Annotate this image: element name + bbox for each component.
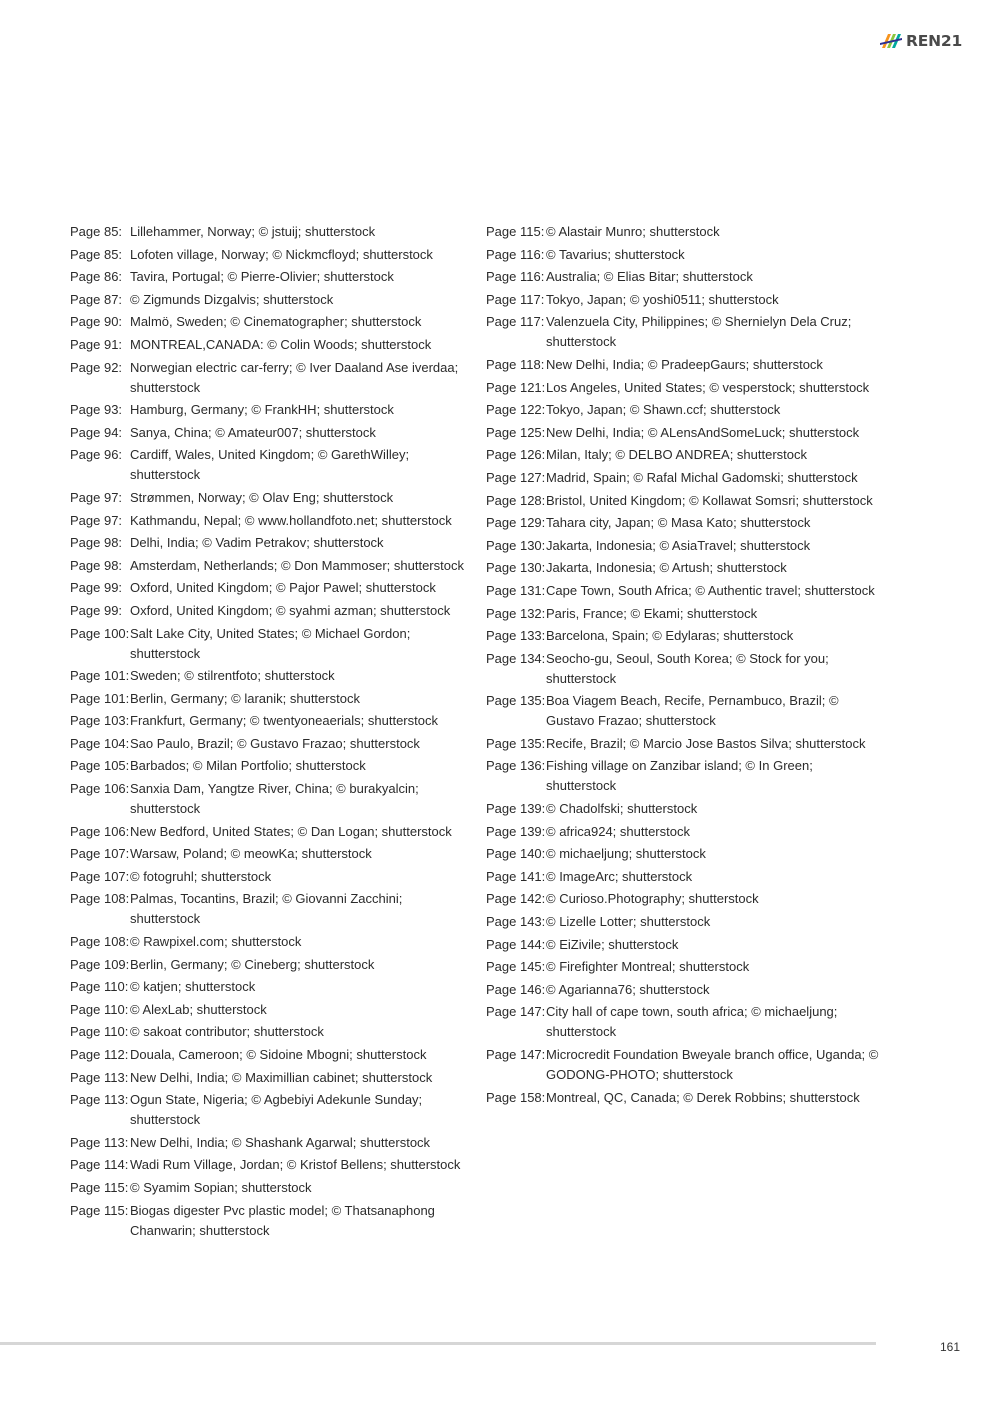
credit-page-label: Page 121: [486,379,546,395]
credit-entry [70,267,470,287]
credit-entry [70,1000,470,1020]
credit-text: Douala, Cameroon; © Sidoine Mbogni; shutterstock [130,1047,427,1062]
credit-page-label: Page 87: [70,291,123,307]
credit-page-label: Page 114: [70,1157,129,1173]
credit-entry [486,513,886,533]
credit-entry [486,558,886,578]
credit-text: Oxford, United Kingdom; © Pajor Pawel; shutterstock [130,580,436,596]
credit-text: Delhi, India; © Vadim Petrakov; shutterstock [130,535,384,551]
credit-page-label: Page 101: [70,690,130,706]
credit-page-label: Page 158: [486,1089,546,1105]
credit-entry [486,445,886,465]
credit-entry [70,779,470,819]
credit-page-label: Page 141: [486,868,546,884]
credit-text: Salt Lake City, United States; © Michael Gordon; shutterstock [130,625,411,661]
ren21-logo [880,31,962,51]
credit-text: Cape Town, South Africa; © Authentic travel; shutterstock [546,582,875,598]
credit-page-label: Page 113: [70,1069,129,1085]
credit-text: © Agarianna76; shutterstock [546,981,710,997]
credit-text: © Chadolfski; shutterstock [546,801,698,817]
credit-entry [486,691,886,731]
credit-entry [70,624,470,664]
credit-page-label: Page 110: [70,1001,129,1017]
credit-page-label: Page 90: [70,314,123,330]
credit-text: Australia; © Elias Bitar; shutterstock [546,269,753,285]
credit-entry [486,935,886,955]
credit-text: New Delhi, India; © Maximillian cabinet; shutterstock [130,1069,433,1085]
credit-page-label: Page 144: [486,936,546,952]
credit-page-label: Page 85: [70,246,123,262]
credit-page-label: Page 147: [486,1004,546,1020]
credit-text: Madrid, Spain; © Rafal Michal Gadomski; shutterstock [546,469,858,485]
credit-text: Ogun State, Nigeria; © Agbebiyi Adekunle Sunday; shutterstock [130,1092,423,1128]
credit-entry [70,1022,470,1042]
credit-text: Jakarta, Indonesia; © AsiaTravel; shutterstock [546,537,811,553]
credit-page-label: Page 113: [70,1134,129,1150]
credit-page-label: Page 86: [70,269,123,285]
credit-page-label: Page 142: [486,891,546,907]
footer-rule [0,1342,876,1345]
credit-text: Warsaw, Poland; © meowKa; shutterstock [130,846,372,862]
credit-entry [486,468,886,488]
credit-text: © Alastair Munro; shutterstock [546,224,720,239]
credit-text: Lofoten village, Norway; © Nickmcfloyd; shutterstock [130,246,433,262]
credit-entry [70,822,470,842]
credit-page-label: Page 101: [70,668,130,684]
credit-entry [486,912,886,932]
credit-entry [486,312,886,352]
credit-page-label: Page 147: [486,1047,546,1062]
credit-page-label: Page 122: [486,402,546,418]
credit-text: Wadi Rum Village, Jordan; © Kristof Bellens; shutterstock [130,1157,461,1173]
credit-text: Norwegian electric car-ferry; © Iver Daaland Ase iverdaa; shutterstock [130,359,459,395]
page-number: 161 [940,1340,961,1354]
credit-text: Valenzuela City, Philippines; © Shernielyn Dela Cruz; shutterstock [546,314,852,350]
credit-entry [486,536,886,556]
credit-entry [70,1133,470,1153]
credit-entry [70,844,470,864]
credit-page-label: Page 115: [486,224,545,239]
credit-text: Paris, France; © Ekami; shutterstock [546,605,758,621]
credit-page-label: Page 135: [486,693,546,709]
credit-entry [70,1045,470,1065]
credit-page-label: Page 145: [486,959,546,975]
credit-page-label: Page 126: [486,447,546,463]
credit-entry [70,578,470,598]
credit-entry [70,867,470,887]
credit-entry [70,932,470,952]
credit-text: Los Angeles, United States; © vesperstock; shutterstock [546,379,870,395]
credit-page-label: Page 139: [486,823,546,839]
credit-text: City hall of cape town, south africa; © michaeljung; shutterstock [546,1004,838,1040]
credit-page-label: Page 132: [486,605,546,621]
credit-page-label: Page 143: [486,914,546,930]
credit-entry [486,423,886,443]
credit-page-label: Page 129: [486,515,546,531]
credit-text: © katjen; shutterstock [130,979,256,995]
credit-text: Hamburg, Germany; © FrankHH; shutterstock [130,402,394,418]
credit-text: Montreal, QC, Canada; © Derek Robbins; shutterstock [546,1089,860,1105]
credit-page-label: Page 133: [486,628,546,644]
credit-page-label: Page 104: [70,735,130,751]
credit-entry [486,1002,886,1042]
credit-text: © michaeljung; shutterstock [546,846,706,862]
credit-page-label: Page 115: [70,1179,129,1195]
credit-entry [486,378,886,398]
credit-entry [70,533,470,553]
credit-text: © Zigmunds Dizgalvis; shutterstock [130,291,334,307]
credit-entry [70,756,470,776]
credit-entry [486,822,886,842]
credit-text: Barbados; © Milan Portfolio; shutterstock [130,758,366,774]
credit-page-label: Page 85: [70,224,123,239]
credit-text: Barcelona, Spain; © Edylaras; shutterstock [546,628,794,644]
credit-entry [70,1201,470,1241]
credit-entry [486,799,886,819]
credit-page-label: Page 131: [486,582,546,598]
credit-entry [70,290,470,310]
credit-entry [486,491,886,511]
credit-text: MONTREAL,CANADA: © Colin Woods; shutterstock [130,336,432,352]
credit-text: Berlin, Germany; © laranik; shutterstock [130,690,360,706]
credit-entry [486,581,886,601]
credit-entry [70,1178,470,1198]
credit-page-label: Page 125: [486,424,546,440]
credit-text: © Curioso.Photography; shutterstock [546,891,759,907]
credit-entry [486,980,886,1000]
credit-page-label: Page 106: [70,823,130,839]
credit-text: Malmö, Sweden; © Cinematographer; shutterstock [130,314,422,330]
credit-page-label: Page 135: [486,735,546,751]
credit-entry [70,889,470,929]
credit-page-label: Page 109: [70,956,130,972]
credit-text: Microcredit Foundation Bweyale branch office, Uganda; © GODONG-PHOTO; shutterstock [546,1047,879,1082]
credit-entry [486,889,886,909]
credit-entry [70,445,470,485]
credit-entry [70,1068,470,1088]
credit-entry [70,488,470,508]
credit-entry [486,734,886,754]
credit-page-label: Page 94: [70,424,123,440]
credit-entry [70,601,470,621]
credit-text: Tokyo, Japan; © yoshi0511; shutterstock [546,291,779,307]
credit-text: Milan, Italy; © DELBO ANDREA; shutterstock [546,447,807,463]
credit-entry [70,1090,470,1130]
credit-entry [70,556,470,576]
credit-page-label: Page 117: [486,291,545,307]
credits-left-column [70,222,470,1243]
credit-text: Boa Viagem Beach, Recife, Pernambuco, Brazil; © Gustavo Frazao; shutterstock [546,693,839,729]
credit-text: Recife, Brazil; © Marcio Jose Bastos Silva; shutterstock [546,735,866,751]
credit-page-label: Page 127: [486,469,546,485]
credit-text: Frankfurt, Germany; © twentyoneaerials; shutterstock [130,713,438,729]
credit-text: New Delhi, India; © PradeepGaurs; shutterstock [546,356,823,372]
credit-page-label: Page 92: [70,359,123,375]
credit-entry [70,335,470,355]
credit-text: © sakoat contributor; shutterstock [130,1024,324,1040]
credit-text: Seocho-gu, Seoul, South Korea; © Stock for you; shutterstock [546,650,829,686]
credit-page-label: Page 116: [486,269,545,285]
credit-page-label: Page 118: [486,356,545,372]
credit-entry [70,689,470,709]
credit-entry [486,1045,886,1085]
credit-entry [486,355,886,375]
credit-text: © fotogruhl; shutterstock [130,868,272,884]
credit-entry [70,734,470,754]
credit-entry [70,423,470,443]
credit-text: © Tavarius; shutterstock [546,246,685,262]
credit-entry [70,1155,470,1175]
credit-text: Sweden; © stilrentfoto; shutterstock [130,668,335,684]
credit-page-label: Page 139: [486,801,546,817]
credit-page-label: Page 98: [70,557,123,573]
credit-page-label: Page 116: [486,246,545,262]
credit-page-label: Page 91: [70,336,123,352]
credit-text: New Delhi, India; © ALensAndSomeLuck; shutterstock [546,424,860,440]
credit-page-label: Page 108: [70,891,130,907]
credit-entry [70,955,470,975]
credit-page-label: Page 146: [486,981,546,997]
credit-page-label: Page 113: [70,1092,129,1108]
credit-text: © Rawpixel.com; shutterstock [130,934,302,950]
credit-page-label: Page 140: [486,846,546,862]
credit-page-label: Page 110: [70,979,129,995]
credit-entry [486,626,886,646]
credit-page-label: Page 130: [486,560,546,576]
credit-entry [486,1088,886,1108]
credit-page-label: Page 105: [70,758,130,774]
credit-page-label: Page 130: [486,537,546,553]
credit-entry [486,649,886,689]
credit-page-label: Page 134: [486,650,546,666]
credit-text: Tahara city, Japan; © Masa Kato; shutterstock [546,515,811,531]
logo-text: REN21 [906,32,963,50]
credit-page-label: Page 97: [70,489,123,505]
credit-text: Tavira, Portugal; © Pierre-Olivier; shutterstock [130,269,394,285]
credit-text: Biogas digester Pvc plastic model; © Thatsanaphong Chanwarin; shutterstock [130,1202,435,1238]
credit-entry [486,844,886,864]
credit-entry [70,400,470,420]
credit-entry [70,245,470,265]
credit-entry [70,711,470,731]
credit-page-label: Page 99: [70,602,123,618]
credit-text: © ImageArc; shutterstock [546,868,693,884]
credit-text: Sao Paulo, Brazil; © Gustavo Frazao; shutterstock [130,735,420,751]
credit-entry [70,511,470,531]
credit-page-label: Page 136: [486,758,546,774]
credit-entry [70,312,470,332]
credit-text: New Bedford, United States; © Dan Logan; shutterstock [130,823,452,839]
credit-entry [70,222,470,242]
credit-entry [70,666,470,686]
credit-text: Jakarta, Indonesia; © Artush; shutterstock [546,560,787,576]
credit-text: Palmas, Tocantins, Brazil; © Giovanni Zacchini; shutterstock [130,891,403,927]
credit-page-label: Page 108: [70,934,130,950]
credit-text: Sanxia Dam, Yangtze River, China; © burakyalcin; shutterstock [130,781,419,817]
credit-entry [486,604,886,624]
credit-page-label: Page 117: [486,314,545,330]
credit-entry [486,267,886,287]
credit-text: Cardiff, Wales, United Kingdom; © GarethWilley; shutterstock [130,447,410,483]
credit-entry [486,957,886,977]
credit-page-label: Page 99: [70,580,123,596]
credit-text: © Firefighter Montreal; shutterstock [546,959,750,975]
credit-page-label: Page 115: [70,1202,129,1218]
credit-text: Bristol, United Kingdom; © Kollawat Somsri; shutterstock [546,492,873,508]
credit-entry [70,977,470,997]
credit-page-label: Page 128: [486,492,546,508]
credit-page-label: Page 112: [70,1047,129,1062]
credit-text: Tokyo, Japan; © Shawn.ccf; shutterstock [546,402,781,418]
credit-text: New Delhi, India; © Shashank Agarwal; shutterstock [130,1134,431,1150]
credit-page-label: Page 106: [70,781,130,797]
credit-page-label: Page 107: [70,868,130,884]
credit-entry [486,245,886,265]
credit-text: © AlexLab; shutterstock [130,1001,267,1017]
credit-text: © Lizelle Lotter; shutterstock [546,914,711,930]
credit-page-label: Page 96: [70,447,123,463]
credit-text: Fishing village on Zanzibar island; © In Green; shutterstock [546,758,813,794]
credit-page-label: Page 107: [70,846,130,862]
credit-text: Strømmen, Norway; © Olav Eng; shutterstock [130,489,394,505]
credit-text: © Syamim Sopian; shutterstock [130,1179,312,1195]
credit-page-label: Page 93: [70,402,123,418]
credit-entry [70,358,470,398]
credit-text: Sanya, China; © Amateur007; shutterstock [130,424,376,440]
credit-page-label: Page 103: [70,713,130,729]
credit-entry [486,400,886,420]
credit-text: Kathmandu, Nepal; © www.hollandfoto.net; shutterstock [130,512,452,528]
credit-entry [486,867,886,887]
credit-page-label: Page 97: [70,512,123,528]
credit-entry [486,756,886,796]
credit-page-label: Page 98: [70,535,123,551]
credit-text: Oxford, United Kingdom; © syahmi azman; shutterstock [130,602,451,618]
credit-text: Berlin, Germany; © Cineberg; shutterstock [130,956,375,972]
credit-page-label: Page 110: [70,1024,129,1040]
credit-entry [486,290,886,310]
credit-page-label: Page 100: [70,625,130,641]
ren21-logo-icon [880,32,902,50]
credit-entry [486,222,886,242]
credit-text: Amsterdam, Netherlands; © Don Mammoser; shutterstock [130,557,464,573]
credits-right-column [486,222,886,1110]
credit-text: Lillehammer, Norway; © jstuij; shutterstock [130,224,376,239]
credit-text: © africa924; shutterstock [546,823,690,839]
credit-text: © EiZivile; shutterstock [546,936,679,952]
